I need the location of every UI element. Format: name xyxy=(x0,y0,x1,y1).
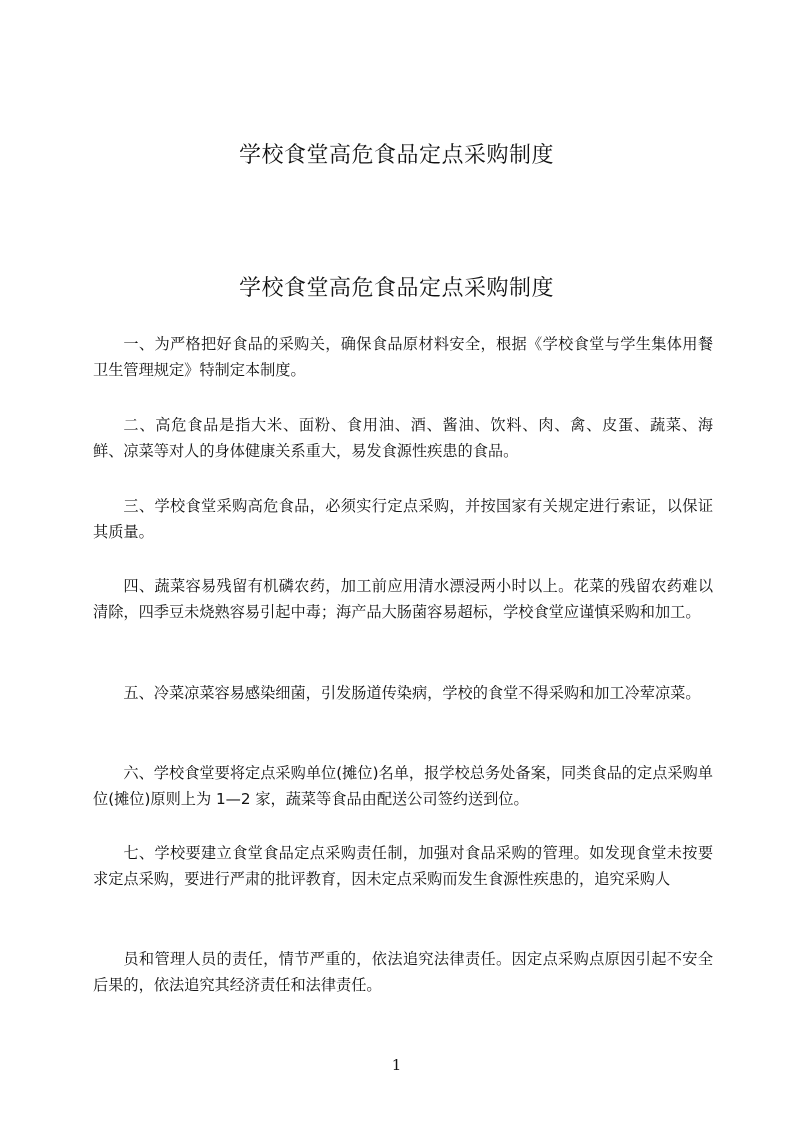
paragraph-1: 一、为严格把好食品的采购关，确保食品原材料安全，根据《学校食堂与学生集体用餐卫生管理规定》特制定本制度。 xyxy=(93,335,713,379)
main-title: 学校食堂高危食品定点采购制度 xyxy=(238,276,554,301)
paragraph-2: 二、高危食品是指大米、面粉、食用油、酒、酱油、饮料、肉、禽、皮蛋、蔬菜、海鲜、凉菜等对人的身体健康关系重大，易发食源性疾患的食品。 xyxy=(93,416,713,460)
paragraph-4: 四、蔬菜容易残留有机磷农药，加工前应用清水漂浸两小时以上。花菜的残留农药难以清除，四季豆未烧熟容易引起中毒；海产品大肠菌容易超标，学校食堂应谨慎采购和加工。 xyxy=(93,577,713,621)
page-number: 1 xyxy=(391,1056,402,1074)
paragraph-7-continuation: 员和管理人员的责任，情节严重的，依法追究法律责任。因定点采购点原因引起不安全后果的，依法追究其经济责任和法律责任。 xyxy=(93,950,713,994)
paragraph-7: 七、学校要建立食堂食品定点采购责任制，加强对食品采购的管理。如发现食堂未按要求定点采购，要进行严肃的批评教育，因未定点采购而发生食源性疾患的，追究采购人 xyxy=(93,844,713,888)
paragraph-3: 三、学校食堂采购高危食品，必须实行定点采购，并按国家有关规定进行索证，以保证其质量。 xyxy=(93,497,713,541)
paragraph-5: 五、冷菜凉菜容易感染细菌，引发肠道传染病，学校的食堂不得采购和加工冷荤凉菜。 xyxy=(123,684,701,702)
header-title: 学校食堂高危食品定点采购制度 xyxy=(238,143,554,168)
paragraph-6: 六、学校食堂要将定点采购单位(摊位)名单，报学校总务处备案，同类食品的定点采购单位(摊位)原则上为 1—2 家，蔬菜等食品由配送公司签约送到位。 xyxy=(93,764,713,808)
